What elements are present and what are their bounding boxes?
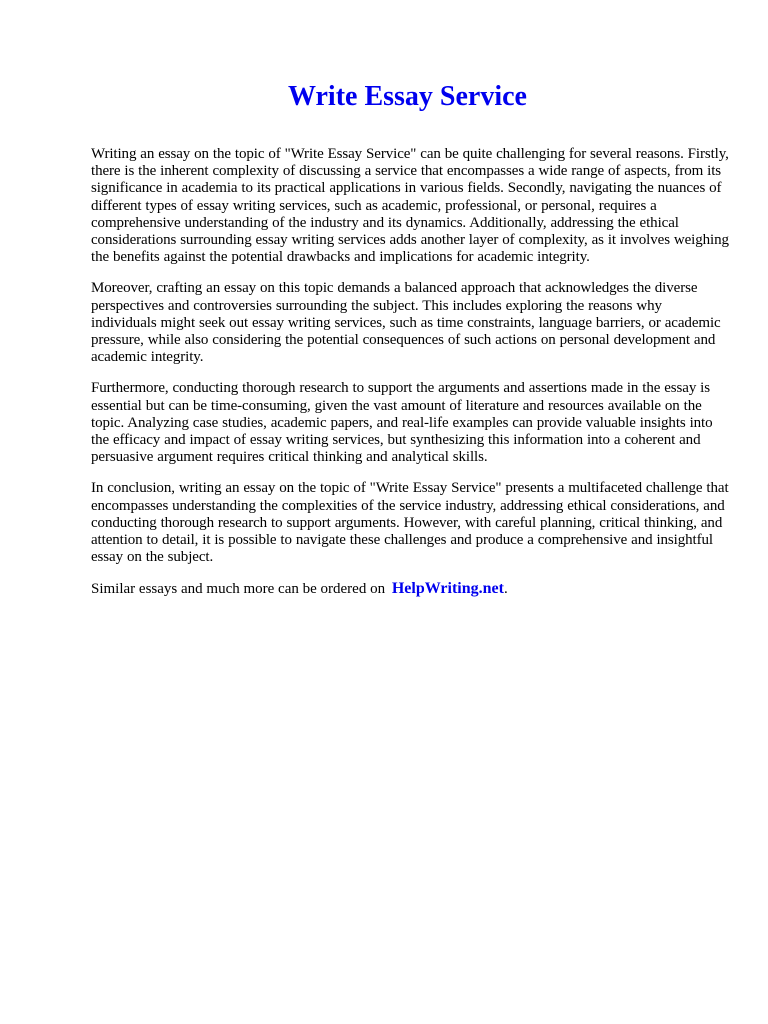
footer-prefix: Similar essays and much more can be ordered on (91, 581, 386, 598)
paragraph-4: In conclusion, writing an essay on the topic of "Write Essay Service" presents a multifaceted challenge that encompasses understanding the complexities of the service industry, addressing ethical considerations, and conducting thorough research to support arguments. However, with careful planning, critical thinking, and attention to detail, it is possible to navigate these challenges and produce a comprehensive and insightful essay on the subject. (91, 480, 729, 566)
paragraph-2: Moreover, crafting an essay on this topic demands a balanced approach that acknowledges the diverse perspectives and controversies surrounding the subject. This includes exploring the reasons why individuals might seek out essay writing services, such as time constraints, language barriers, or academic pressure, while also considering the potential consequences of such actions on personal development and academic integrity. (91, 280, 721, 366)
footer-line (91, 580, 731, 598)
paragraph-3: Furthermore, conducting thorough research to support the arguments and assertions made in the essay is essential but can be time-consuming, given the vast amount of literature and resources available on the topic. Analyzing case studies, academic papers, and real-life examples can provide valuable insights into the efficacy and impact of essay writing services, but synthesizing this information into a coherent and persuasive argument requires critical thinking and analytical skills. (91, 380, 713, 466)
document-title: Write Essay Service (288, 81, 527, 112)
footer-suffix: . (503, 581, 508, 598)
helpwriting-link[interactable]: HelpWriting.net (391, 580, 504, 598)
paragraph-1: Writing an essay on the topic of "Write Essay Service" can be quite challenging for several reasons. Firstly, there is the inherent complexity of discussing a service that encompasses a wide range of aspects, from its significance in academia to its practical applications in various fields. Secondly, navigating the nuances of different types of essay writing services, such as academic, professional, or personal, requires a comprehensive understanding of the industry and its dynamics. Additionally, addressing the ethical considerations surrounding essay writing services adds another layer of complexity, as it involves weighing the benefits against the potential drawbacks and implications for academic integrity. (91, 146, 729, 266)
document-body (91, 146, 731, 599)
